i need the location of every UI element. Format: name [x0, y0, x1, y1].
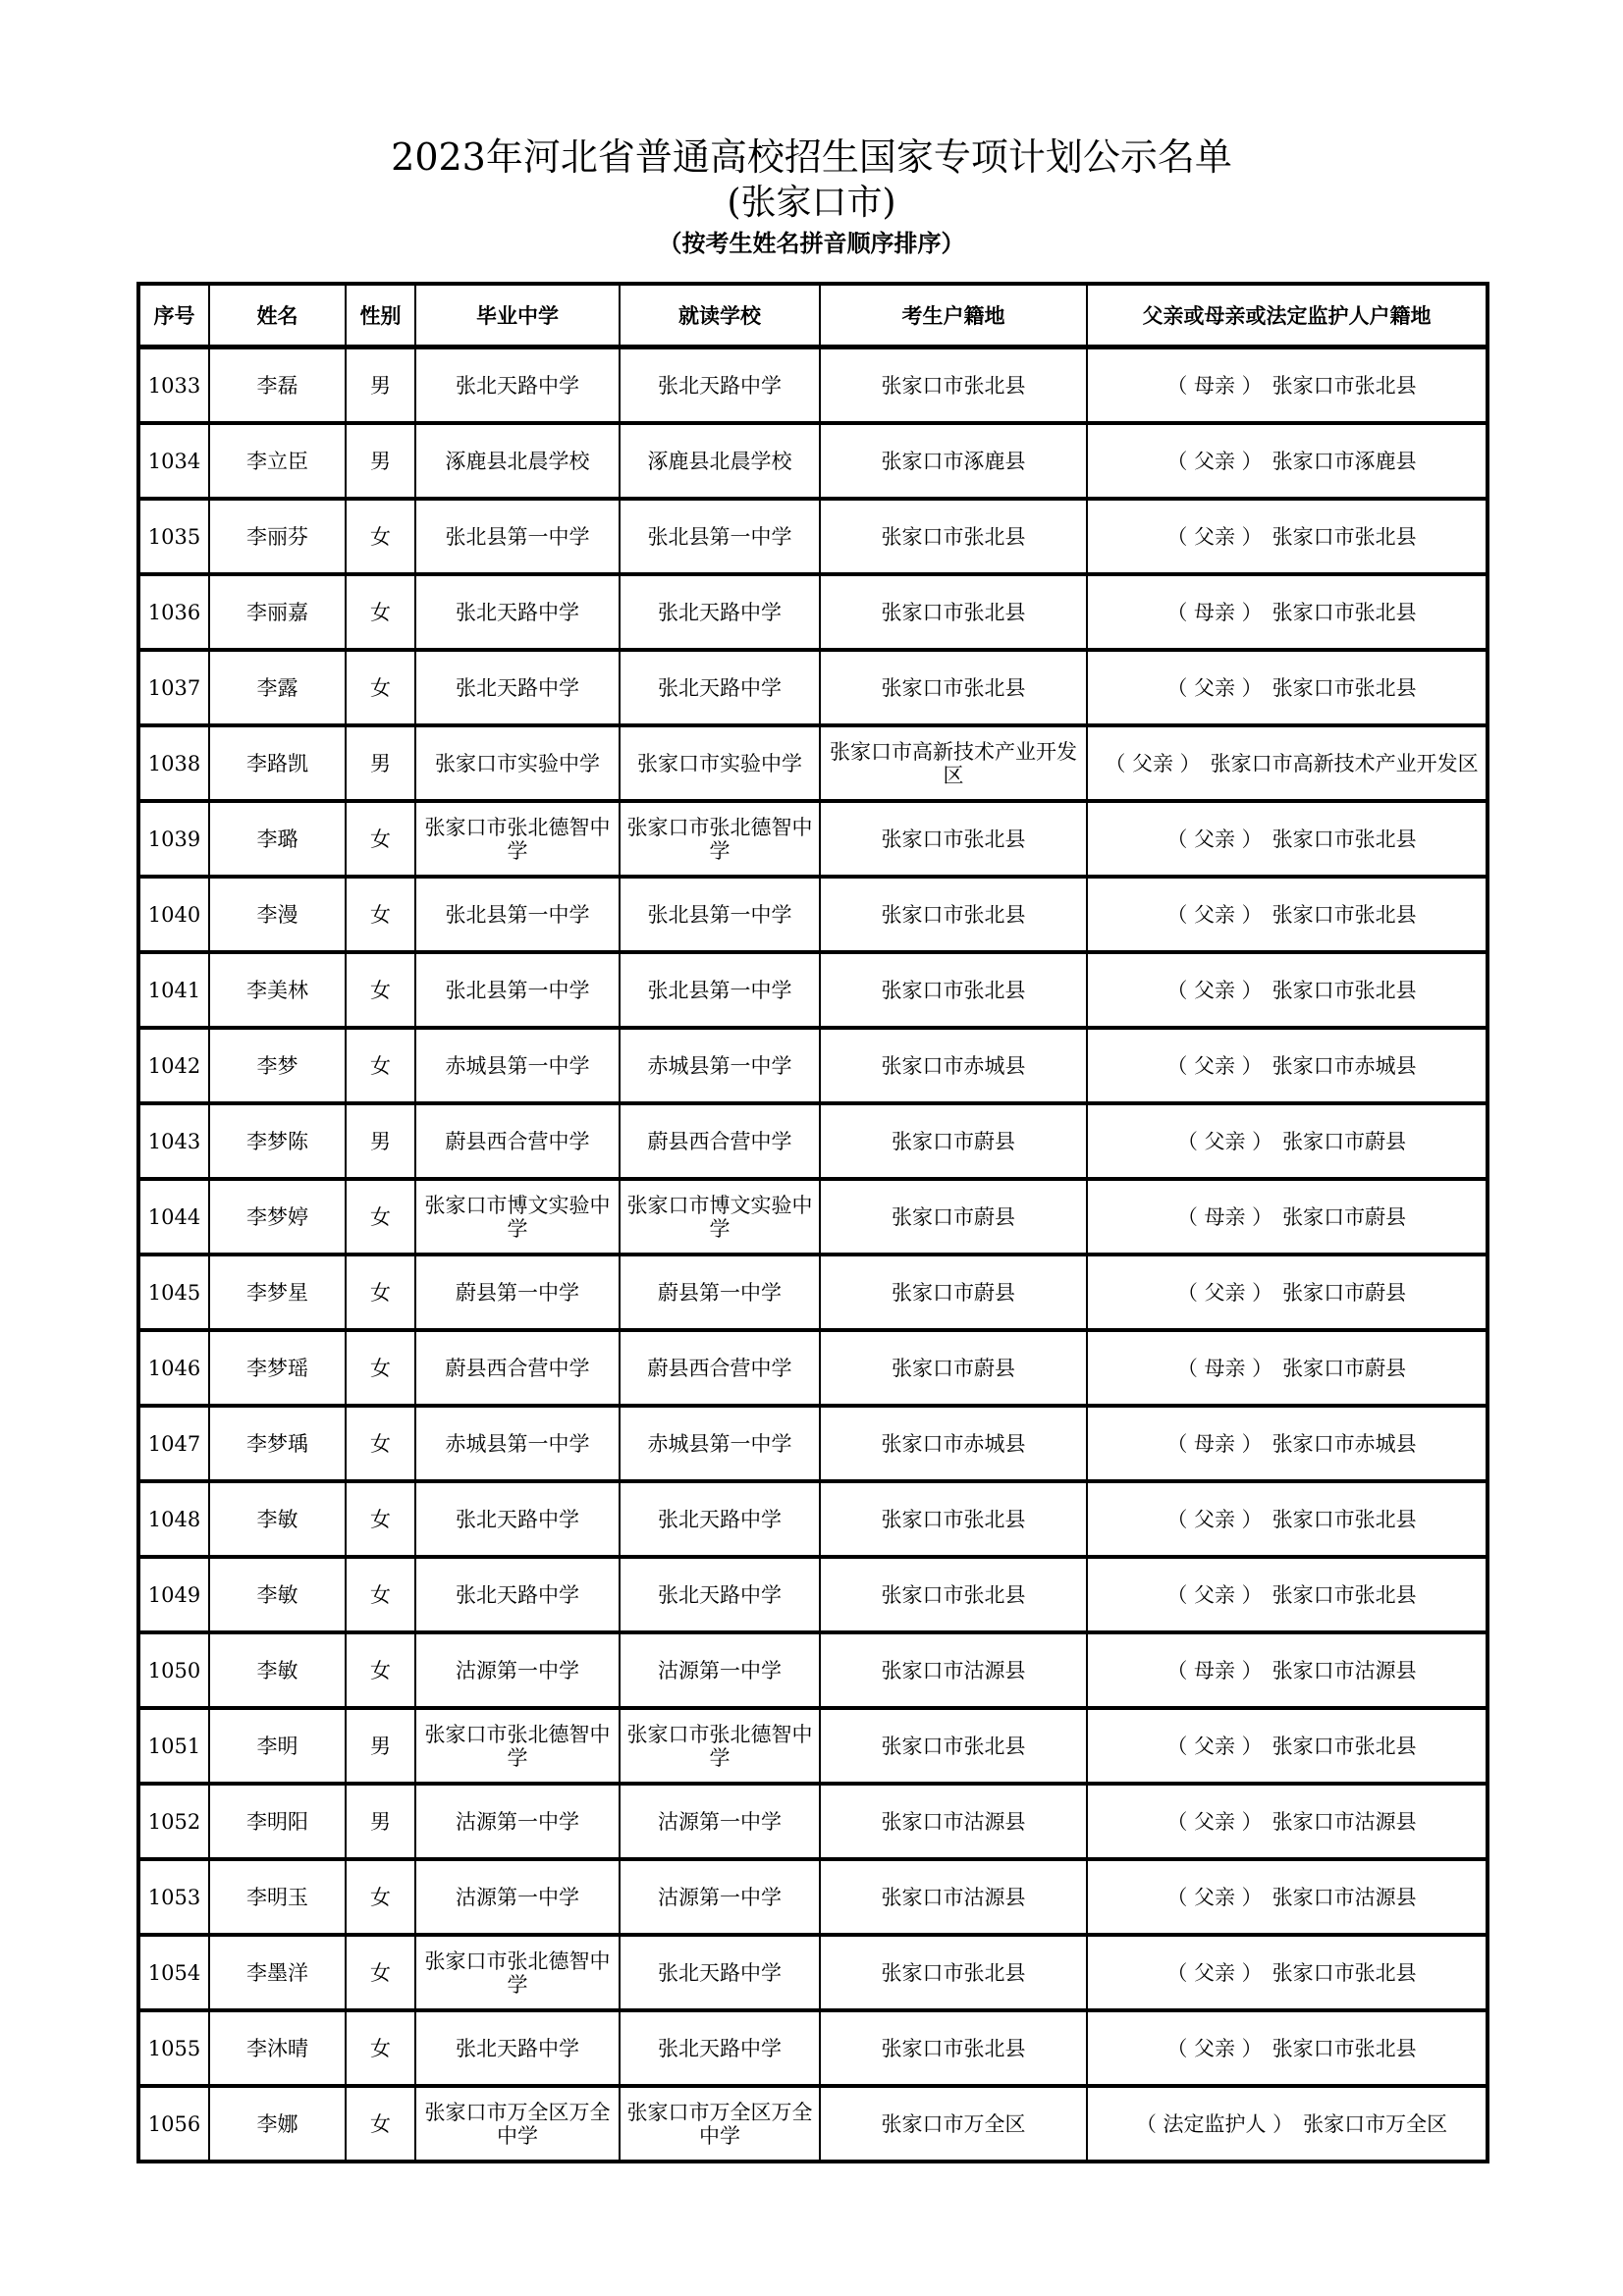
guardian-relation: （ 父亲 ） — [1166, 1734, 1263, 1758]
cell-grad-school: 张北县第一中学 — [415, 952, 620, 1028]
guardian-relation: （ 父亲 ） — [1166, 2036, 1263, 2060]
sort-note: （按考生姓名拼音顺序排序） — [658, 230, 965, 257]
guardian-hukou-location: 张家口市沽源县 — [1271, 1658, 1417, 1682]
guardian-relation: （ 父亲 ） — [1166, 675, 1263, 700]
cell-guardian-hukou — [1087, 1935, 1488, 2010]
cell-no: 1033 — [138, 347, 209, 424]
guardian-hukou-location: 张家口市赤城县 — [1271, 1053, 1417, 1078]
cell-name: 李娜 — [209, 2086, 346, 2162]
header-guardian-hukou: 父亲或母亲或法定监护人户籍地 — [1087, 284, 1488, 347]
cell-gender: 女 — [346, 877, 415, 952]
cell-guardian-hukou — [1087, 574, 1488, 650]
cell-guardian-hukou — [1087, 801, 1488, 877]
cell-hukou: 张家口市张北县 — [820, 952, 1087, 1028]
guardian-relation: （ 母亲 ） — [1166, 600, 1263, 624]
cell-no: 1045 — [138, 1255, 209, 1330]
cell-guardian-hukou — [1087, 499, 1488, 574]
cell-guardian-hukou — [1087, 877, 1488, 952]
cell-hukou: 张家口市沽源县 — [820, 1859, 1087, 1935]
table-row — [138, 1708, 1488, 1784]
cell-gender: 男 — [346, 423, 415, 499]
cell-gender: 女 — [346, 650, 415, 725]
cell-guardian-hukou — [1087, 1179, 1488, 1255]
cell-gender: 女 — [346, 2086, 415, 2162]
cell-no: 1044 — [138, 1179, 209, 1255]
cell-grad-school: 涿鹿县北晨学校 — [415, 423, 620, 499]
guardian-relation: （ 父亲 ） — [1166, 524, 1263, 549]
cell-gender: 女 — [346, 574, 415, 650]
cell-current-school: 张家口市张北德智中学 — [620, 801, 820, 877]
cell-gender: 女 — [346, 1255, 415, 1330]
cell-guardian-hukou — [1087, 2010, 1488, 2086]
cell-gender: 女 — [346, 499, 415, 574]
cell-hukou: 张家口市沽源县 — [820, 1784, 1087, 1859]
cell-gender: 男 — [346, 1784, 415, 1859]
cell-hukou: 张家口市蔚县 — [820, 1330, 1087, 1406]
cell-guardian-hukou — [1087, 1632, 1488, 1708]
table-row — [138, 1330, 1488, 1406]
guardian-relation: （ 母亲 ） — [1166, 1658, 1263, 1682]
cell-grad-school: 张北天路中学 — [415, 1557, 620, 1632]
table-row — [138, 1028, 1488, 1103]
cell-current-school: 赤城县第一中学 — [620, 1028, 820, 1103]
cell-name: 李梦 — [209, 1028, 346, 1103]
cell-grad-school: 蔚县西合营中学 — [415, 1330, 620, 1406]
cell-hukou: 张家口市张北县 — [820, 2010, 1087, 2086]
cell-grad-school: 张北县第一中学 — [415, 499, 620, 574]
table-row — [138, 1632, 1488, 1708]
guardian-hukou-location: 张家口市张北县 — [1271, 827, 1417, 851]
guardian-relation: （ 父亲 ） — [1166, 902, 1263, 927]
cell-hukou: 张家口市蔚县 — [820, 1103, 1087, 1179]
table-row — [138, 877, 1488, 952]
guardian-relation: （ 母亲 ） — [1166, 1431, 1263, 1456]
cell-grad-school: 张家口市实验中学 — [415, 725, 620, 801]
guardian-hukou-location: 张家口市蔚县 — [1282, 1129, 1407, 1153]
cell-current-school: 张北天路中学 — [620, 574, 820, 650]
cell-current-school: 张家口市张北德智中学 — [620, 1708, 820, 1784]
cell-no: 1046 — [138, 1330, 209, 1406]
cell-hukou: 张家口市沽源县 — [820, 1632, 1087, 1708]
cell-grad-school: 张北县第一中学 — [415, 877, 620, 952]
guardian-relation: （ 父亲 ） — [1176, 1129, 1273, 1153]
guardian-relation: （ 父亲 ） — [1166, 449, 1263, 473]
cell-grad-school: 赤城县第一中学 — [415, 1028, 620, 1103]
guardian-hukou-location: 张家口市张北县 — [1271, 2036, 1417, 2060]
cell-name: 李梦婷 — [209, 1179, 346, 1255]
guardian-hukou-location: 张家口市张北县 — [1271, 902, 1417, 927]
cell-name: 李磊 — [209, 347, 346, 424]
cell-name: 李敏 — [209, 1632, 346, 1708]
cell-name: 李明玉 — [209, 1859, 346, 1935]
cell-current-school: 张家口市万全区万全中学 — [620, 2086, 820, 2162]
document-title: 2023年河北省普通高校招生国家专项计划公示名单 — [391, 135, 1232, 179]
header-hukou: 考生户籍地 — [820, 284, 1087, 347]
cell-hukou: 张家口市蔚县 — [820, 1255, 1087, 1330]
guardian-relation: （ 母亲 ） — [1166, 373, 1263, 398]
table-row — [138, 423, 1488, 499]
cell-guardian-hukou — [1087, 1255, 1488, 1330]
guardian-relation: （ 父亲 ） — [1166, 827, 1263, 851]
cell-name: 李丽嘉 — [209, 574, 346, 650]
cell-no: 1052 — [138, 1784, 209, 1859]
cell-gender: 女 — [346, 952, 415, 1028]
guardian-hukou-location: 张家口市蔚县 — [1282, 1280, 1407, 1305]
cell-hukou: 张家口市高新技术产业开发区 — [820, 725, 1087, 801]
cell-no: 1051 — [138, 1708, 209, 1784]
guardian-hukou-location: 张家口市张北县 — [1271, 373, 1417, 398]
cell-grad-school: 张北天路中学 — [415, 347, 620, 424]
guardian-hukou-location: 张家口市张北县 — [1271, 1582, 1417, 1607]
header-row — [138, 284, 1488, 347]
header-name: 姓名 — [209, 284, 346, 347]
cell-hukou: 张家口市张北县 — [820, 347, 1087, 424]
table-row — [138, 1935, 1488, 2010]
guardian-hukou-location: 张家口市万全区 — [1303, 2111, 1448, 2136]
guardian-hukou-location: 张家口市张北县 — [1271, 675, 1417, 700]
guardian-relation: （ 父亲 ） — [1105, 751, 1201, 775]
cell-name: 李梦瑶 — [209, 1330, 346, 1406]
guardian-relation: （ 父亲 ） — [1166, 1053, 1263, 1078]
cell-no: 1048 — [138, 1481, 209, 1557]
cell-no: 1041 — [138, 952, 209, 1028]
cell-current-school: 张北天路中学 — [620, 650, 820, 725]
cell-current-school: 赤城县第一中学 — [620, 1406, 820, 1481]
cell-gender: 女 — [346, 1481, 415, 1557]
guardian-hukou-location: 张家口市蔚县 — [1282, 1204, 1407, 1229]
guardian-hukou-location: 张家口市张北县 — [1271, 600, 1417, 624]
cell-grad-school: 张北天路中学 — [415, 1481, 620, 1557]
cell-name: 李墨洋 — [209, 1935, 346, 2010]
guardian-relation: （ 母亲 ） — [1176, 1356, 1273, 1380]
cell-no: 1054 — [138, 1935, 209, 2010]
cell-current-school: 张北天路中学 — [620, 1935, 820, 2010]
cell-hukou: 张家口市张北县 — [820, 1481, 1087, 1557]
cell-hukou: 张家口市万全区 — [820, 2086, 1087, 2162]
cell-guardian-hukou — [1087, 1406, 1488, 1481]
cell-no: 1042 — [138, 1028, 209, 1103]
cell-name: 李漫 — [209, 877, 346, 952]
cell-current-school: 蔚县西合营中学 — [620, 1103, 820, 1179]
table-row — [138, 725, 1488, 801]
cell-current-school: 沽源第一中学 — [620, 1632, 820, 1708]
cell-grad-school: 张北天路中学 — [415, 650, 620, 725]
cell-no: 1034 — [138, 423, 209, 499]
cell-guardian-hukou — [1087, 1859, 1488, 1935]
cell-guardian-hukou — [1087, 1330, 1488, 1406]
guardian-hukou-location: 张家口市张北县 — [1271, 1960, 1417, 1985]
cell-guardian-hukou — [1087, 423, 1488, 499]
table-row — [138, 952, 1488, 1028]
cell-no: 1043 — [138, 1103, 209, 1179]
cell-grad-school: 蔚县第一中学 — [415, 1255, 620, 1330]
cell-guardian-hukou — [1087, 1103, 1488, 1179]
cell-gender: 男 — [346, 1708, 415, 1784]
table-row — [138, 499, 1488, 574]
cell-name: 李美林 — [209, 952, 346, 1028]
cell-current-school: 涿鹿县北晨学校 — [620, 423, 820, 499]
cell-grad-school: 张家口市张北德智中学 — [415, 801, 620, 877]
cell-guardian-hukou — [1087, 1557, 1488, 1632]
cell-current-school: 张北县第一中学 — [620, 499, 820, 574]
table-row — [138, 2086, 1488, 2162]
cell-guardian-hukou — [1087, 347, 1488, 424]
cell-name: 李沐晴 — [209, 2010, 346, 2086]
cell-guardian-hukou — [1087, 2086, 1488, 2162]
cell-hukou: 张家口市赤城县 — [820, 1028, 1087, 1103]
cell-name: 李梦星 — [209, 1255, 346, 1330]
guardian-hukou-location: 张家口市高新技术产业开发区 — [1210, 751, 1479, 775]
table-row — [138, 1179, 1488, 1255]
header-grad-school: 毕业中学 — [415, 284, 620, 347]
guardian-relation: （ 父亲 ） — [1166, 1960, 1263, 1985]
cell-name: 李敏 — [209, 1481, 346, 1557]
cell-name: 李露 — [209, 650, 346, 725]
guardian-hukou-location: 张家口市张北县 — [1271, 1734, 1417, 1758]
table-row — [138, 347, 1488, 424]
cell-no: 1050 — [138, 1632, 209, 1708]
cell-grad-school: 张北天路中学 — [415, 574, 620, 650]
cell-gender: 男 — [346, 1103, 415, 1179]
cell-current-school: 张北天路中学 — [620, 1481, 820, 1557]
cell-gender: 女 — [346, 1028, 415, 1103]
cell-hukou: 张家口市张北县 — [820, 801, 1087, 877]
cell-grad-school: 赤城县第一中学 — [415, 1406, 620, 1481]
header-current-school: 就读学校 — [620, 284, 820, 347]
table-row — [138, 801, 1488, 877]
table-row — [138, 650, 1488, 725]
cell-guardian-hukou — [1087, 1481, 1488, 1557]
guardian-hukou-location: 张家口市张北县 — [1271, 1507, 1417, 1531]
cell-no: 1038 — [138, 725, 209, 801]
guardian-hukou-location: 张家口市沽源县 — [1271, 1809, 1417, 1834]
cell-grad-school: 张家口市张北德智中学 — [415, 1708, 620, 1784]
cell-hukou: 张家口市张北县 — [820, 1935, 1087, 2010]
guardian-relation: （ 父亲 ） — [1166, 1582, 1263, 1607]
cell-name: 李梦陈 — [209, 1103, 346, 1179]
guardian-relation: （ 父亲 ） — [1166, 978, 1263, 1002]
cell-no: 1055 — [138, 2010, 209, 2086]
cell-gender: 女 — [346, 1935, 415, 2010]
cell-gender: 女 — [346, 1330, 415, 1406]
cell-no: 1035 — [138, 499, 209, 574]
cell-grad-school: 沽源第一中学 — [415, 1632, 620, 1708]
cell-guardian-hukou — [1087, 725, 1488, 801]
cell-current-school: 蔚县第一中学 — [620, 1255, 820, 1330]
cell-current-school: 沽源第一中学 — [620, 1784, 820, 1859]
cell-grad-school: 沽源第一中学 — [415, 1784, 620, 1859]
cell-current-school: 张家口市实验中学 — [620, 725, 820, 801]
guardian-relation: （ 父亲 ） — [1166, 1885, 1263, 1909]
header-no: 序号 — [138, 284, 209, 347]
cell-gender: 女 — [346, 801, 415, 877]
cell-gender: 女 — [346, 2010, 415, 2086]
guardian-hukou-location: 张家口市赤城县 — [1271, 1431, 1417, 1456]
cell-no: 1036 — [138, 574, 209, 650]
cell-name: 李路凯 — [209, 725, 346, 801]
cell-gender: 女 — [346, 1859, 415, 1935]
cell-no: 1056 — [138, 2086, 209, 2162]
cell-name: 李丽芬 — [209, 499, 346, 574]
cell-grad-school: 张家口市张北德智中学 — [415, 1935, 620, 2010]
guardian-relation: （ 父亲 ） — [1166, 1809, 1263, 1834]
table-row — [138, 1406, 1488, 1481]
cell-name: 李梦瑀 — [209, 1406, 346, 1481]
cell-name: 李立臣 — [209, 423, 346, 499]
roster-body — [138, 347, 1488, 2163]
cell-name: 李敏 — [209, 1557, 346, 1632]
cell-no: 1049 — [138, 1557, 209, 1632]
cell-current-school: 张北县第一中学 — [620, 877, 820, 952]
cell-gender: 男 — [346, 725, 415, 801]
table-row — [138, 1481, 1488, 1557]
guardian-hukou-location: 张家口市张北县 — [1271, 524, 1417, 549]
cell-guardian-hukou — [1087, 1784, 1488, 1859]
cell-guardian-hukou — [1087, 952, 1488, 1028]
cell-name: 李明阳 — [209, 1784, 346, 1859]
cell-current-school: 张北县第一中学 — [620, 952, 820, 1028]
cell-current-school: 张北天路中学 — [620, 1557, 820, 1632]
cell-grad-school: 沽源第一中学 — [415, 1859, 620, 1935]
cell-current-school: 沽源第一中学 — [620, 1859, 820, 1935]
cell-no: 1040 — [138, 877, 209, 952]
cell-guardian-hukou — [1087, 650, 1488, 725]
cell-gender: 女 — [346, 1179, 415, 1255]
cell-guardian-hukou — [1087, 1028, 1488, 1103]
table-row — [138, 1103, 1488, 1179]
cell-hukou: 张家口市赤城县 — [820, 1406, 1087, 1481]
cell-current-school: 张家口市博文实验中学 — [620, 1179, 820, 1255]
guardian-relation: （ 法定监护人 ） — [1135, 2111, 1294, 2136]
cell-current-school: 张北天路中学 — [620, 347, 820, 424]
cell-gender: 女 — [346, 1632, 415, 1708]
cell-hukou: 张家口市张北县 — [820, 574, 1087, 650]
cell-no: 1053 — [138, 1859, 209, 1935]
table-row — [138, 2010, 1488, 2086]
cell-no: 1039 — [138, 801, 209, 877]
table-row — [138, 1255, 1488, 1330]
cell-current-school: 蔚县西合营中学 — [620, 1330, 820, 1406]
cell-grad-school: 蔚县西合营中学 — [415, 1103, 620, 1179]
table-row — [138, 574, 1488, 650]
cell-hukou: 张家口市张北县 — [820, 1708, 1087, 1784]
cell-hukou: 张家口市涿鹿县 — [820, 423, 1087, 499]
cell-hukou: 张家口市张北县 — [820, 877, 1087, 952]
cell-current-school: 张北天路中学 — [620, 2010, 820, 2086]
guardian-relation: （ 母亲 ） — [1176, 1204, 1273, 1229]
guardian-relation: （ 父亲 ） — [1166, 1507, 1263, 1531]
table-row — [138, 1784, 1488, 1859]
cell-guardian-hukou — [1087, 1708, 1488, 1784]
table-row — [138, 1859, 1488, 1935]
title-block — [0, 133, 1623, 261]
cell-gender: 女 — [346, 1406, 415, 1481]
cell-name: 李明 — [209, 1708, 346, 1784]
cell-gender: 男 — [346, 347, 415, 424]
table-row — [138, 1557, 1488, 1632]
guardian-relation: （ 父亲 ） — [1176, 1280, 1273, 1305]
cell-gender: 女 — [346, 1557, 415, 1632]
header-gender: 性别 — [346, 284, 415, 347]
guardian-hukou-location: 张家口市涿鹿县 — [1271, 449, 1417, 473]
cell-grad-school: 张家口市万全区万全中学 — [415, 2086, 620, 2162]
cell-no: 1037 — [138, 650, 209, 725]
cell-hukou: 张家口市张北县 — [820, 499, 1087, 574]
cell-grad-school: 张家口市博文实验中学 — [415, 1179, 620, 1255]
guardian-hukou-location: 张家口市张北县 — [1271, 978, 1417, 1002]
cell-hukou: 张家口市张北县 — [820, 650, 1087, 725]
cell-name: 李璐 — [209, 801, 346, 877]
cell-grad-school: 张北天路中学 — [415, 2010, 620, 2086]
guardian-hukou-location: 张家口市蔚县 — [1282, 1356, 1407, 1380]
roster-table — [136, 282, 1489, 2163]
cell-hukou: 张家口市张北县 — [820, 1557, 1087, 1632]
guardian-hukou-location: 张家口市沽源县 — [1271, 1885, 1417, 1909]
cell-no: 1047 — [138, 1406, 209, 1481]
cell-hukou: 张家口市蔚县 — [820, 1179, 1087, 1255]
document-city: (张家口市) — [727, 183, 896, 223]
